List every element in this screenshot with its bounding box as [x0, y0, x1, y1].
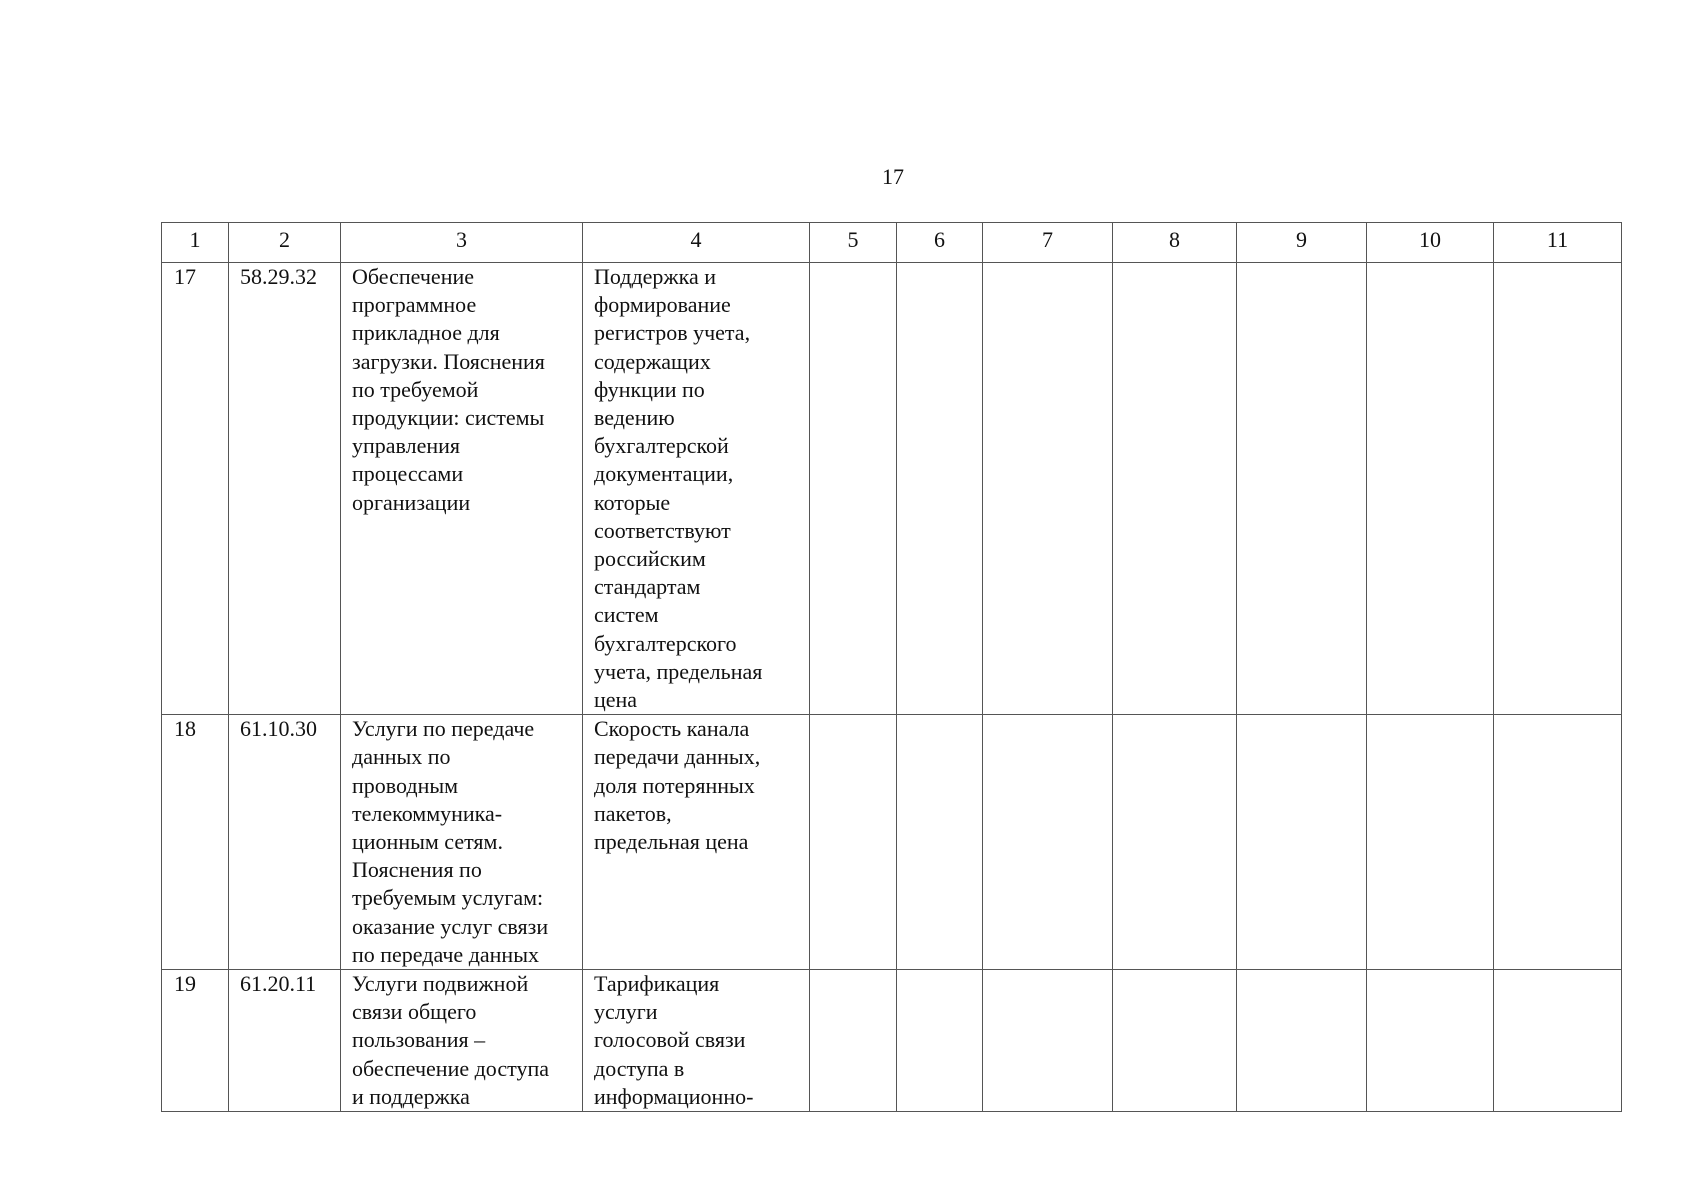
text-line: регистров учета,	[594, 320, 751, 346]
text-line: процессами	[352, 461, 464, 487]
column-header: 10	[1367, 223, 1494, 263]
text-line: бухгалтерского	[594, 630, 737, 656]
name-cell	[341, 263, 583, 715]
text-line: систем	[594, 602, 659, 628]
row-number-cell: 18	[162, 715, 229, 970]
empty-cell	[983, 970, 1113, 1112]
empty-cell	[1237, 970, 1367, 1112]
text-line: доля потерянных	[594, 772, 755, 798]
text-line: формирование	[594, 292, 731, 318]
text-line: программное	[352, 292, 477, 318]
text-line: связи общего	[352, 999, 477, 1025]
text-line: соответствуют	[594, 517, 731, 543]
text-line: доступа в	[594, 1055, 685, 1081]
empty-cell	[1367, 715, 1494, 970]
empty-cell	[810, 263, 897, 715]
row-number-cell: 19	[162, 970, 229, 1112]
text-line: голосовой связи	[594, 1027, 746, 1053]
text-line: Услуги подвижной	[352, 971, 529, 997]
text-line: документации,	[594, 461, 734, 487]
text-line: бухгалтерской	[594, 433, 729, 459]
name-cell	[341, 715, 583, 970]
column-header: 7	[983, 223, 1113, 263]
text-line: телекоммуника-	[352, 800, 503, 826]
text-line: управления	[352, 433, 461, 459]
text-line: Услуги по передаче	[352, 716, 535, 742]
text-line: требуемым услугам:	[352, 885, 544, 911]
text-line: российским	[594, 546, 706, 572]
table-row	[162, 263, 1622, 715]
column-header: 3	[341, 223, 583, 263]
code-cell: 58.29.32	[229, 263, 341, 715]
text-line: услуги	[594, 999, 658, 1025]
column-header: 1	[162, 223, 229, 263]
characteristics-cell	[583, 715, 810, 970]
text-line: пакетов,	[594, 800, 672, 826]
empty-cell	[897, 970, 983, 1112]
column-header: 8	[1113, 223, 1237, 263]
text-line: предельная цена	[594, 829, 749, 855]
code-cell: 61.20.11	[229, 970, 341, 1112]
empty-cell	[810, 970, 897, 1112]
text-line: Поддержка и	[594, 264, 716, 289]
text-line: содержащих	[594, 348, 711, 374]
text-line: информационно-	[594, 1083, 754, 1109]
empty-cell	[1113, 970, 1237, 1112]
text-line: продукции: системы	[352, 405, 545, 431]
text-line: по передаче данных	[352, 941, 539, 967]
document-table	[161, 222, 1622, 1112]
text-line: Пояснения по	[352, 857, 482, 883]
empty-cell	[1237, 715, 1367, 970]
column-header: 4	[583, 223, 810, 263]
code-cell: 61.10.30	[229, 715, 341, 970]
page-number: 17	[882, 164, 904, 189]
text-line: организации	[352, 489, 471, 515]
table-row	[162, 970, 1622, 1112]
empty-cell	[1367, 970, 1494, 1112]
text-line: оказание услуг связи	[352, 913, 549, 939]
text-line: Скорость канала	[594, 716, 750, 742]
column-header: 5	[810, 223, 897, 263]
row-number-cell: 17	[162, 263, 229, 715]
characteristics-cell	[583, 970, 810, 1112]
empty-cell	[1494, 715, 1622, 970]
empty-cell	[1494, 970, 1622, 1112]
text-line: стандартам	[594, 574, 701, 600]
text-line: которые	[594, 489, 671, 515]
text-line: данных по	[352, 744, 451, 770]
empty-cell	[983, 263, 1113, 715]
text-line: по требуемой	[352, 376, 479, 402]
table-row	[162, 715, 1622, 970]
text-line: учета, предельная	[594, 658, 763, 684]
empty-cell	[1113, 263, 1237, 715]
text-line: передачи данных,	[594, 744, 761, 770]
column-header: 2	[229, 223, 341, 263]
text-line: ведению	[594, 405, 675, 431]
table-header-row	[162, 223, 1622, 263]
text-line: Тарификация	[594, 971, 720, 997]
empty-cell	[897, 263, 983, 715]
empty-cell	[1113, 715, 1237, 970]
empty-cell	[1237, 263, 1367, 715]
text-line: функции по	[594, 376, 705, 402]
text-line: загрузки. Пояснения	[352, 348, 545, 374]
text-line: проводным	[352, 772, 459, 798]
text-line: прикладное для	[352, 320, 500, 346]
column-header: 6	[897, 223, 983, 263]
name-cell	[341, 970, 583, 1112]
empty-cell	[810, 715, 897, 970]
text-line: цена	[594, 687, 638, 713]
empty-cell	[983, 715, 1113, 970]
empty-cell	[897, 715, 983, 970]
empty-cell	[1494, 263, 1622, 715]
text-line: Обеспечение	[352, 264, 474, 289]
text-line: пользования –	[352, 1027, 486, 1053]
characteristics-cell	[583, 263, 810, 715]
text-line: ционным сетям.	[352, 829, 503, 855]
column-header: 9	[1237, 223, 1367, 263]
text-line: и поддержка	[352, 1083, 470, 1109]
column-header: 11	[1494, 223, 1622, 263]
text-line: обеспечение доступа	[352, 1055, 549, 1081]
empty-cell	[1367, 263, 1494, 715]
